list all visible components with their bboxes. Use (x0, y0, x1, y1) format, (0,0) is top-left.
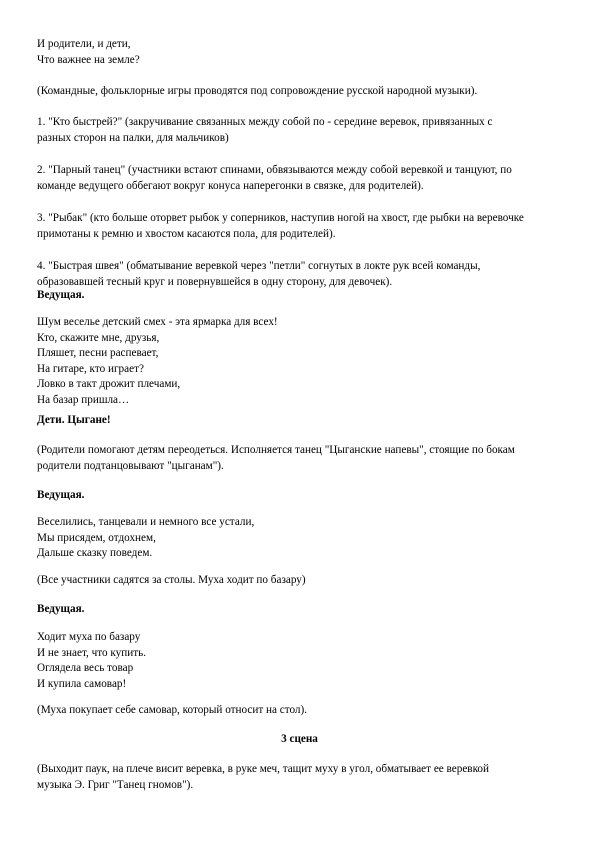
game-1 (37, 115, 562, 146)
stage-note-spider (37, 762, 562, 793)
game-4 (37, 259, 562, 290)
speaker-children: Дети. Цыгане! (37, 414, 111, 426)
verse-line: На базар пришла… (37, 393, 130, 406)
verse-line: Мы присядем, отдохнем, (37, 531, 156, 544)
game-line: команде ведущего оббегают вокруг конуса наперегонки в связке, для родителей). (37, 179, 424, 192)
game-line: 1. "Кто быстрей?" (закручивание связанных между собой по - середине веревок, привязанных с (37, 116, 493, 128)
verse-line: И не знает, что купить. (37, 646, 146, 659)
note-line: музыка Э. Григ "Танец гномов"). (37, 778, 194, 791)
game-line: 3. "Рыбак" (кто больше оторвет рыбок у соперников, наступив ногой на хвост, где рыбки на веревочке (37, 212, 524, 224)
game-line: 2. "Парный танец" (участники встают спинами, обвязываются между собой веревкой и танцуют, по (37, 164, 512, 176)
verse-line: Шум веселье детский смех - эта ярмарка для всех! (37, 316, 278, 328)
verse-line: Ловко в такт дрожит плечами, (37, 378, 181, 391)
poem-fair (37, 315, 562, 409)
poem-fly (37, 630, 562, 692)
verse-line: Дальше сказку поведем. (37, 547, 153, 560)
game-line: примотаны к ремню и хвостом касаются пола, для родителей). (37, 227, 336, 240)
poem-rest (37, 515, 562, 562)
scene-heading: 3 сцена (281, 733, 318, 745)
note-line: (Выходит паук, на плече висит веревка, в руке меч, тащит муху в угол, обматывает ее веревкой (37, 763, 490, 775)
verse-line: И родители, и дети, (37, 38, 131, 50)
verse-line: Оглядела весь товар (37, 662, 134, 675)
verse-line: Пляшет, песни распевает, (37, 347, 159, 360)
stage-note-samovar: (Муха покупает себе самовар, который относит на стол). (37, 704, 308, 716)
verse-line: Ходит муха по базару (37, 631, 141, 643)
verse-line: Веселились, танцевали и немного все устали, (37, 516, 255, 528)
game-3 (37, 211, 562, 242)
verse-line: Что важнее на земле? (37, 53, 140, 66)
stage-note-gypsy (37, 443, 562, 474)
game-line: 4. "Быстрая швея" (обматывание веревкой через "петли" согнутых в локте рук всей команды, (37, 260, 481, 272)
game-line: разных сторон на палки, для мальчиков) (37, 131, 229, 144)
opening-verse (37, 37, 562, 68)
verse-line: Кто, скажите мне, друзья, (37, 331, 160, 344)
verse-line: На гитаре, кто играет? (37, 362, 144, 375)
note-line: родители подтанцовывают "цыганам"). (37, 459, 224, 472)
speaker-host: Ведущая. (37, 603, 85, 615)
note-line: (Родители помогают детям переодеться. Исполняется танец "Цыганские напевы", стоящие по бокам (37, 444, 515, 456)
game-line: образовавшей тесный круг и повернувшейся в одну сторону, для девочек). (37, 275, 393, 288)
game-2 (37, 163, 562, 194)
verse-line: И купила самовар! (37, 677, 127, 690)
stage-note-tables: (Все участники садятся за столы. Муха ходит по базару) (37, 574, 306, 586)
speaker-host: Ведущая. (37, 489, 85, 501)
speaker-host: Ведущая. (37, 289, 85, 301)
music-note: (Командные, фольклорные игры проводятся под сопровождение русской народной музыки). (37, 85, 478, 97)
